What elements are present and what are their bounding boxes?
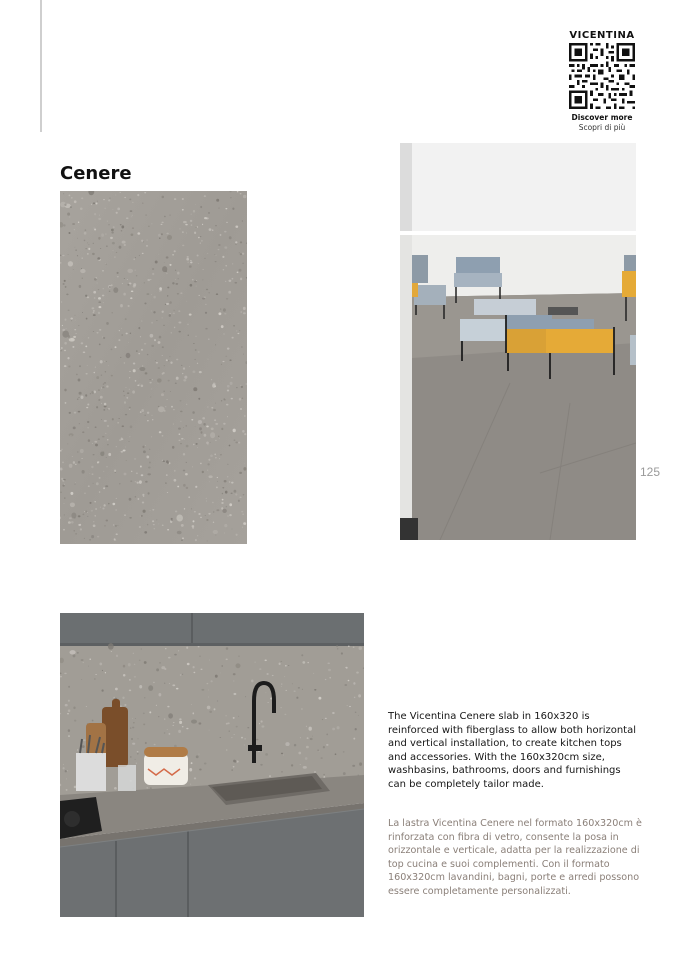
qr-code-icon[interactable]: [569, 43, 635, 109]
stone-swatch-image: [60, 191, 247, 544]
margin-rule: [40, 0, 42, 132]
qr-brand-label: VICENTINA: [569, 30, 635, 41]
product-title: Cenere: [60, 163, 132, 184]
description-it: La lastra Vicentina Cenere nel formato 160x320cm è rinforzata con fibra di vetro, consente la posa in orizzontale e verticale, adatta per la realizzazione di top cucina e suoi complementi. Con il formato 160x320cm lavandini, bagni, porte e arredi possono essere completamente personalizzati.: [388, 818, 642, 897]
qr-discover-it: Scopri di più: [578, 123, 626, 132]
qr-discover-en: Discover more: [571, 113, 633, 122]
description-en: The Vicentina Cenere slab in 160x320 is reinforced with fiberglass to allow both horizontal and vertical installation, to create kitchen tops and accessories. With the 160x320cm size, washbasins, bathrooms, doors and furnishings can be completely tailor made.: [388, 711, 637, 790]
interior-photo: [400, 143, 636, 540]
qr-block[interactable]: [562, 30, 642, 132]
page-number: 125: [640, 465, 661, 479]
kitchen-photo: [60, 613, 364, 917]
